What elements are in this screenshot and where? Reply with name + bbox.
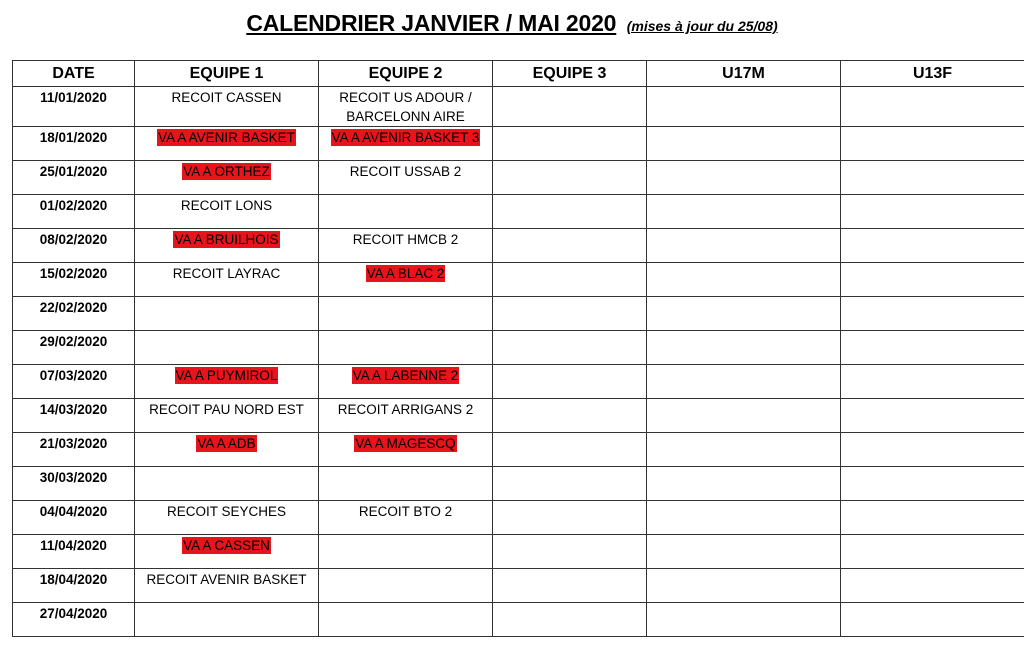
date-cell: 07/03/2020 (13, 365, 135, 399)
header-equipe-2: EQUIPE 2 (319, 61, 493, 87)
table-row (13, 161, 1024, 195)
away-match-label: VA A CASSEN (183, 538, 270, 553)
equipe-2-cell (319, 263, 493, 297)
table-row (13, 195, 1024, 229)
date-cell: 22/02/2020 (13, 297, 135, 331)
equipe-2-cell (319, 603, 493, 637)
page-title-row (0, 10, 1024, 37)
away-match-label: VA A ADB (197, 436, 256, 451)
equipe-2-cell (319, 127, 493, 161)
equipe-2-cell (319, 569, 493, 603)
date-cell: 27/04/2020 (13, 603, 135, 637)
home-match-label: RECOIT USSAB 2 (349, 164, 462, 179)
u13f-cell (841, 195, 1024, 229)
home-match-label: RECOIT LONS (180, 198, 273, 213)
home-match-label: RECOIT AVENIR BASKET (146, 572, 307, 587)
u17m-cell (647, 365, 841, 399)
u17m-cell (647, 195, 841, 229)
equipe-3-cell (493, 569, 647, 603)
u17m-cell (647, 297, 841, 331)
equipe-2-cell (319, 399, 493, 433)
home-match-label-line: RECOIT US ADOUR / (339, 90, 472, 105)
date-cell: 30/03/2020 (13, 467, 135, 501)
home-match-label: RECOIT CASSEN (171, 90, 282, 105)
table-row (13, 569, 1024, 603)
equipe-1-cell (135, 297, 319, 331)
header-u13f: U13F (841, 61, 1024, 87)
u13f-cell (841, 535, 1024, 569)
home-match-label: RECOIT ARRIGANS 2 (337, 402, 474, 417)
u13f-cell (841, 501, 1024, 535)
u13f-cell (841, 87, 1024, 127)
equipe-1-cell (135, 127, 319, 161)
equipe-2-cell (319, 161, 493, 195)
date-cell: 29/02/2020 (13, 331, 135, 365)
header-u17m: U17M (647, 61, 841, 87)
date-cell: 11/01/2020 (13, 87, 135, 127)
home-match-label: RECOIT SEYCHES (166, 504, 287, 519)
equipe-3-cell (493, 195, 647, 229)
equipe-3-cell (493, 535, 647, 569)
away-match-label: VA A BRUILHOIS (174, 232, 279, 247)
date-cell: 15/02/2020 (13, 263, 135, 297)
equipe-3-cell (493, 331, 647, 365)
equipe-3-cell (493, 161, 647, 195)
equipe-1-cell (135, 161, 319, 195)
home-match-label-line: BARCELONN AIRE (346, 109, 465, 124)
away-match-label: VA A BLAC 2 (366, 266, 445, 281)
table-row (13, 263, 1024, 297)
equipe-1-cell (135, 433, 319, 467)
equipe-1-cell (135, 603, 319, 637)
equipe-3-cell (493, 87, 647, 127)
equipe-3-cell (493, 501, 647, 535)
equipe-2-cell (319, 331, 493, 365)
away-match-label: VA A LABENNE 2 (352, 368, 459, 383)
equipe-2-cell (319, 229, 493, 263)
u17m-cell (647, 535, 841, 569)
table-row (13, 399, 1024, 433)
u13f-cell (841, 399, 1024, 433)
equipe-1-cell (135, 501, 319, 535)
equipe-1-cell (135, 87, 319, 127)
table-row (13, 229, 1024, 263)
u13f-cell (841, 161, 1024, 195)
equipe-1-cell (135, 535, 319, 569)
equipe-3-cell (493, 263, 647, 297)
away-match-label: VA A AVENIR BASKET (158, 130, 295, 145)
u17m-cell (647, 467, 841, 501)
u13f-cell (841, 569, 1024, 603)
equipe-3-cell (493, 127, 647, 161)
equipe-1-cell (135, 263, 319, 297)
equipe-2-cell (319, 433, 493, 467)
u13f-cell (841, 467, 1024, 501)
date-cell: 21/03/2020 (13, 433, 135, 467)
equipe-1-cell (135, 331, 319, 365)
away-match-label: VA A ORTHEZ (183, 164, 270, 179)
equipe-2-cell (319, 195, 493, 229)
equipe-1-cell (135, 195, 319, 229)
u17m-cell (647, 161, 841, 195)
away-match-label: VA A PUYMIROL (175, 368, 278, 383)
equipe-2-cell (319, 535, 493, 569)
equipe-1-cell (135, 569, 319, 603)
equipe-2-cell (319, 501, 493, 535)
equipe-1-cell (135, 229, 319, 263)
date-cell: 01/02/2020 (13, 195, 135, 229)
u13f-cell (841, 433, 1024, 467)
home-match-label: RECOIT LAYRAC (172, 266, 281, 281)
date-cell: 18/01/2020 (13, 127, 135, 161)
table-row (13, 87, 1024, 127)
u13f-cell (841, 331, 1024, 365)
u17m-cell (647, 433, 841, 467)
table-row (13, 365, 1024, 399)
u13f-cell (841, 297, 1024, 331)
header-equipe-1: EQUIPE 1 (135, 61, 319, 87)
equipe-3-cell (493, 229, 647, 263)
away-match-label: VA A MAGESCQ (355, 436, 456, 451)
date-cell: 04/04/2020 (13, 501, 135, 535)
calendar-table (12, 60, 1024, 637)
equipe-3-cell (493, 433, 647, 467)
equipe-3-cell (493, 603, 647, 637)
equipe-2-cell (319, 365, 493, 399)
table-row (13, 433, 1024, 467)
header-date: DATE (13, 61, 135, 87)
equipe-3-cell (493, 297, 647, 331)
page-title: CALENDRIER JANVIER / MAI 2020 (246, 10, 617, 36)
header-equipe-3: EQUIPE 3 (493, 61, 647, 87)
away-match-label: VA A AVENIR BASKET 3 (331, 130, 480, 145)
table-row (13, 297, 1024, 331)
u13f-cell (841, 603, 1024, 637)
u13f-cell (841, 127, 1024, 161)
equipe-2-cell (319, 467, 493, 501)
calendar-body (13, 87, 1024, 637)
equipe-3-cell (493, 399, 647, 433)
table-row (13, 603, 1024, 637)
table-row (13, 331, 1024, 365)
u13f-cell (841, 229, 1024, 263)
u17m-cell (647, 603, 841, 637)
home-match-label: RECOIT PAU NORD EST (149, 402, 304, 417)
date-cell: 11/04/2020 (13, 535, 135, 569)
home-match-label: RECOIT HMCB 2 (352, 232, 459, 247)
equipe-2-cell (319, 297, 493, 331)
date-cell: 18/04/2020 (13, 569, 135, 603)
u17m-cell (647, 127, 841, 161)
header-row (13, 61, 1024, 87)
table-row (13, 501, 1024, 535)
table-row (13, 127, 1024, 161)
date-cell: 25/01/2020 (13, 161, 135, 195)
u17m-cell (647, 399, 841, 433)
home-match-label: RECOIT BTO 2 (358, 504, 453, 519)
equipe-3-cell (493, 365, 647, 399)
u17m-cell (647, 569, 841, 603)
update-note: (mises à jour du 25/08) (626, 18, 778, 34)
date-cell: 08/02/2020 (13, 229, 135, 263)
u17m-cell (647, 501, 841, 535)
u13f-cell (841, 365, 1024, 399)
equipe-3-cell (493, 467, 647, 501)
u17m-cell (647, 331, 841, 365)
u17m-cell (647, 263, 841, 297)
u13f-cell (841, 263, 1024, 297)
equipe-1-cell (135, 399, 319, 433)
equipe-1-cell (135, 467, 319, 501)
equipe-2-cell (319, 87, 493, 127)
u17m-cell (647, 229, 841, 263)
equipe-1-cell (135, 365, 319, 399)
table-row (13, 467, 1024, 501)
date-cell: 14/03/2020 (13, 399, 135, 433)
u17m-cell (647, 87, 841, 127)
table-row (13, 535, 1024, 569)
